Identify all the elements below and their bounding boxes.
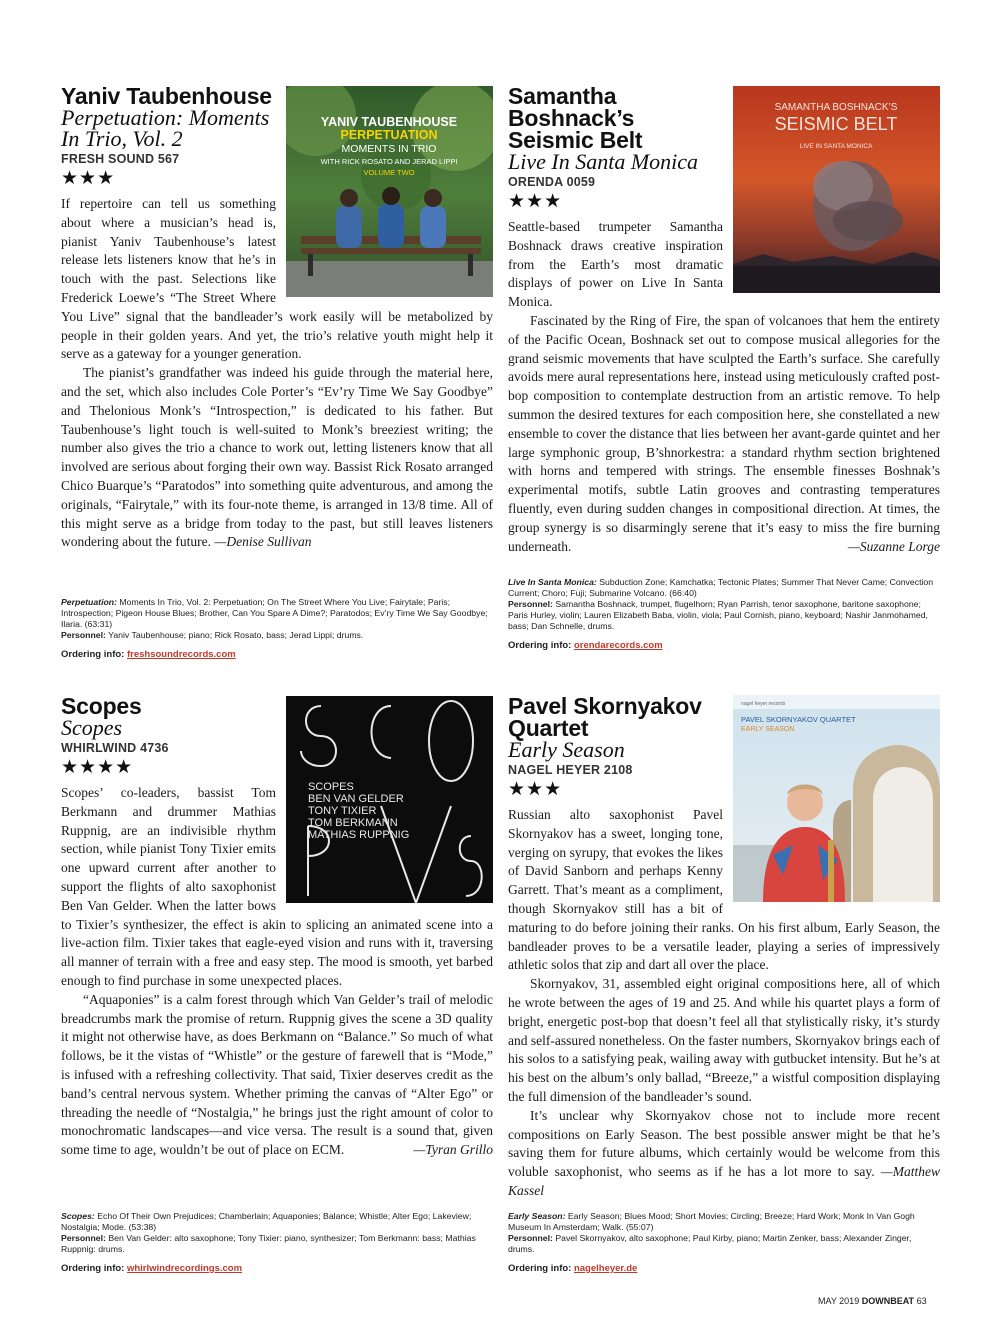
cover-text-2: PAVEL SKORNYAKOV QUARTET	[741, 715, 856, 724]
ordering-label: Ordering info:	[508, 1263, 572, 1274]
review-paragraph	[61, 364, 493, 552]
review-paragraph	[508, 312, 940, 556]
cover-art-scopes-lettering	[286, 696, 493, 903]
cover-text-4: TOM BERKMANN	[308, 817, 398, 829]
ordering-link[interactable]: freshsoundrecords.com	[126, 649, 236, 660]
track-list-label: Live In Santa Monica:	[508, 577, 597, 587]
review-paragraph-text: It’s unclear why Skornyakov chose not to include more recent compositions on Early Season. The best possible answer might be that he’s saving them for future albums, which certainly would be welcome from this voluble saxophonist, who seems as if he has a lot more to say.	[508, 1107, 940, 1180]
star-rating: ★★★★	[61, 756, 134, 778]
review-paragraph	[61, 991, 493, 1160]
ordering-info	[508, 640, 940, 651]
ordering-link[interactable]: orendarecords.com	[573, 640, 663, 651]
personnel	[61, 630, 493, 641]
album-title: Live In Santa Monica	[508, 149, 699, 174]
track-list	[508, 1211, 940, 1233]
star-rating: ★★★	[508, 778, 563, 800]
review-paragraph-text: “Aquaponies” is a calm forest through which Van Gelder’s trail of melodic breadcrumbs mark the promise of return. Ruppnig gives the scene a 3D quality it might not otherwise have, as does Berkmann on “Balance.” So much of what follows, be it the vistas of “Whistle” or the gesture of farewell that is “Mode,” is infused with a refreshing collectivity. That said, Tixier deserves credit as the band’s central nervous system. Whether priming the canvas of “Alter Ego” or threading the needle of “Nostalgia,” he brings just the right amount of color to monochromatic landscapes—and vice versa. The result is a sound that, given some time to age, wouldn’t be out of place on ECM.	[61, 991, 493, 1158]
page-number: 63	[916, 1296, 927, 1306]
credits-live-in-santa-monica	[508, 577, 940, 651]
track-list-text: Echo Of Their Own Prejudices; Chamberlain; Aquaponies; Balance; Whistle; Alter Ego; Lakeview; Nostalgia; Mode. (53:38)	[61, 1211, 472, 1232]
ordering-label: Ordering info:	[61, 649, 125, 660]
ordering-link[interactable]: whirlwindrecordings.com	[126, 1263, 243, 1274]
review-paragraph: Scopes’ co-leaders, bassist Tom Berkmann and drummer Mathias Ruppnig, are an indivisible rhythm section, while pianist Tony Tixier emits one upward current after another to support the flights of alto saxophonist Ben Van Gelder. When the latter bows to Tixier’s synthesizer, the effect is akin to splicing an animated scene into a live-action film. Tixier takes that eagle-eyed vision and runs with it, traversing all manner of terrain with a free and easy step. The mood is smooth, yet barbed enough to find purchase in some unexpected places.	[61, 785, 493, 988]
credits-perpetuation	[61, 597, 493, 660]
credits-early-season	[508, 1211, 940, 1274]
review-paragraph	[508, 1107, 940, 1201]
album-cover-live-in-santa-monica	[733, 86, 940, 293]
record-label: NAGEL HEYER 2108	[508, 763, 633, 777]
reviewer-byline: —Tyran Grillo	[413, 1142, 493, 1158]
cover-text-2: SEISMIC BELT	[774, 114, 898, 134]
track-list	[61, 597, 493, 630]
ordering-info	[508, 1263, 940, 1274]
ordering-info	[61, 649, 493, 660]
personnel	[508, 1233, 940, 1255]
review-scopes	[61, 695, 493, 1160]
album-cover-scopes	[286, 696, 493, 903]
personnel-label: Personnel:	[508, 1233, 553, 1243]
review-paragraph: Skornyakov, 31, assembled eight original compositions here, all of which he wrote between the ages of 19 and 25. And while his quartet plays a form of bright, energetic post-bop that doesn’t feel all that stylistically risky, it’s sturdy and self-assured nonetheless. On the faster numbers, Skornyakov brings each of his solos to a satisfying peak, wailing away with gutbucket intensity. But he’s at his best on the album’s only ballad, “Breeze,” a wistful composition displaying the full dimension of the bandleader’s sound.	[508, 976, 940, 1104]
cover-text-3: EARLY SEASON	[741, 726, 795, 733]
album-title: Early Season	[508, 737, 625, 762]
cover-text-1: SCOPES	[308, 781, 354, 793]
personnel	[508, 599, 940, 632]
track-list-label: Early Season:	[508, 1211, 566, 1221]
album-title: Perpetuation: Moments In Trio, Vol. 2	[61, 105, 270, 151]
review-paragraph: Seattle-based trumpeter Samantha Boshnack draws creative inspiration from the Earth’s most dramatic displays of power on Live In Santa Monica.	[508, 219, 723, 310]
cover-art-saxophonist-photo	[733, 695, 940, 902]
track-list	[61, 1211, 493, 1233]
review-paragraph-text: Fascinated by the Ring of Fire, the span of volcanoes that hem the entirety of the Pacific Ocean, Boshnack set out to compose musical allegories for the grand seismic movements that have sculpted the Earth’s surface. She carefully avoids mere aural representations here, instead using meticulously crafted post-bop composition to contemplate destruction from an artistic remove. To help summon the desired textures for each composition here, she constellated a new ensemble to cover the distance that lies between her avant-garde quintet and her large symphonic group, B’shnorkestra: a standard rhythm section brightened with horns and tempered with strings. The ensemble finesses Boshnak’s experimental motifs, subtle Latin grooves and contrasting temperatures fluently, even during sudden changes in compositional direction. At times, the group synergy is so disarmingly serene that it’s easy to miss the fire burning underneath.	[508, 312, 940, 554]
ordering-info	[61, 1263, 493, 1274]
review-paragraph: If repertoire can tell us something about where a musician’s head is, pianist Yaniv Taubenhouse’s latest release lets listeners know that he’s in touch with the past. Selections like Frederick Loewe’s “The Street Where You Live” signal that the bandleader’s work easily will be metabolized by people in their golden years. And yet, the trio’s relative youth might help it serve as a gateway for a younger generation.	[61, 196, 493, 362]
track-list	[508, 577, 940, 599]
record-label: FRESH SOUND 567	[61, 152, 180, 166]
album-cover-perpetuation	[286, 86, 493, 297]
cover-art-bench-photo	[286, 86, 493, 297]
record-label: ORENDA 0059	[508, 175, 596, 189]
ordering-label: Ordering info:	[508, 640, 572, 651]
personnel	[61, 1233, 493, 1255]
track-list-text: Moments In Trio, Vol. 2: Perpetuation; On The Street Where You Live; Fairytale; Paris; Introspection; Pigeon House Blues; Brother, Can You Spare A Dime?; Paratodos; Ev’ry Time We Say Goodbye; Ilaria. (63:31)	[61, 597, 488, 629]
track-list-text: Early Season; Blues Mood; Short Movies; Circling; Breeze; Hard Work; Monk In Van Gogh Museum In Amsterdam; Walk. (55:07)	[508, 1211, 915, 1232]
credits-scopes	[61, 1211, 493, 1274]
cover-text-4: WITH RICK ROSATO AND JERAD LIPPI	[320, 157, 458, 166]
cover-text-5: VOLUME TWO	[363, 168, 415, 177]
artist-name: Yaniv Taubenhouse	[61, 83, 272, 109]
personnel-text: Ben Van Gelder: alto saxophone; Tony Tixier: piano, synthesizer; Tom Berkmann: bass; Mathias Ruppnig: drums.	[61, 1233, 476, 1254]
track-list-label: Perpetuation:	[61, 597, 117, 607]
artist-name: Scopes	[61, 693, 142, 719]
review-yaniv-taubenhouse	[61, 85, 493, 552]
personnel-text: Yaniv Taubenhouse; piano; Rick Rosato, bass; Jerad Lippi; drums.	[108, 630, 364, 640]
ordering-label: Ordering info:	[61, 1263, 125, 1274]
album-cover-early-season	[733, 695, 940, 902]
reviewer-byline: —Suzanne Lorge	[847, 538, 940, 554]
artist-name: Pavel Skornyakov Quartet	[508, 693, 702, 741]
personnel-text: Samantha Boshnack, trumpet, flugelhorn; Ryan Parrish, tenor saxophone, baritone saxophone; Paris Hurley, violin; Lauren Elizabeth Baba, violin, viola; Paul Cornish, piano, keyboard; Nashir Janmohamed, bass; Dan Schnelle, drums.	[508, 599, 928, 631]
reviewer-byline: —Matthew Kassel	[508, 1164, 940, 1198]
page-footer	[818, 1296, 927, 1306]
personnel-label: Personnel:	[61, 630, 106, 640]
track-list-text: Subduction Zone; Kamchatka; Tectonic Plates; Summer That Never Came; Convection Current; Choro; Fuji; Submarine Volcano. (66:40)	[508, 577, 934, 598]
review-pavel-skornyakov	[508, 695, 940, 1201]
cover-text-2: BEN VAN GELDER	[308, 793, 404, 805]
cover-text-3: TONY TIXIER	[308, 805, 377, 817]
record-label: WHIRLWIND 4736	[61, 741, 169, 755]
review-samantha-boshnack	[508, 85, 940, 556]
cover-text-1: SAMANTHA BOSHNACK’S	[774, 102, 898, 113]
magazine-name: DOWNBEAT	[861, 1296, 915, 1306]
star-rating: ★★★	[61, 167, 116, 189]
personnel-text: Pavel Skornyakov, alto saxophone; Paul Kirby, piano; Martin Zenker, bass; Alexander Zinger, drums.	[508, 1233, 912, 1254]
review-paragraph-text: The pianist’s grandfather was indeed his guide through the material here, and the set, which also includes Cole Porter’s “Ev’ry Time We Say Goodbye” and Thelonious Monk’s “Introspection,” is dedicated to his father. But Taubenhouse’s light touch is well-suited to Monk’s breeziest writing; the number also gives the trio a chance to work out, letting listeners know that all involved are serious about forging their own way. Bassist Rick Rosato arranged Chico Buarque’s “Paratodos” into something quite adventurous, and among the originals, “Fairytale,” with its four-note theme, is arranged in 13/8 time. All of this might serve as a bridge from today to the past, but still leaves listeners wondering about the future.	[61, 365, 493, 550]
album-title: Scopes	[61, 715, 123, 740]
cover-text-5: MATHIAS RUPPNIG	[308, 829, 410, 841]
issue-date: MAY 2019	[818, 1296, 860, 1306]
cover-text-3: MOMENTS IN TRIO	[341, 143, 437, 155]
artist-name: Samantha Boshnack’s Seismic Belt	[508, 83, 643, 153]
cover-text-1: YANIV TAUBENHOUSE	[320, 115, 458, 129]
cover-art-volcano-photo	[733, 86, 940, 293]
track-list-label: Scopes:	[61, 1211, 95, 1221]
cover-text-3: LIVE IN SANTA MONICA	[799, 143, 873, 150]
reviewer-byline: —Denise Sullivan	[214, 534, 312, 550]
personnel-label: Personnel:	[61, 1233, 106, 1243]
review-paragraph: Russian alto saxophonist Pavel Skornyakov has a sweet, longing tone, verging on syrupy, that evokes the likes of David Sanborn and perhaps Kenny Garrett. That’s meant as a compliment, though Skornyakov still has a bit of maturing to do before joining their ranks. On his first album, Early Season, the bandleader proves to be a versatile leader, playing a series of impressively athletic solos that zip and dart all over the place.	[508, 807, 940, 973]
cover-text-2: PERPETUATION	[340, 128, 438, 142]
ordering-link[interactable]: nagelheyer.de	[573, 1263, 638, 1274]
personnel-label: Personnel:	[508, 599, 553, 609]
cover-text-1: nagel heyer records	[741, 701, 786, 707]
star-rating: ★★★	[508, 190, 563, 212]
